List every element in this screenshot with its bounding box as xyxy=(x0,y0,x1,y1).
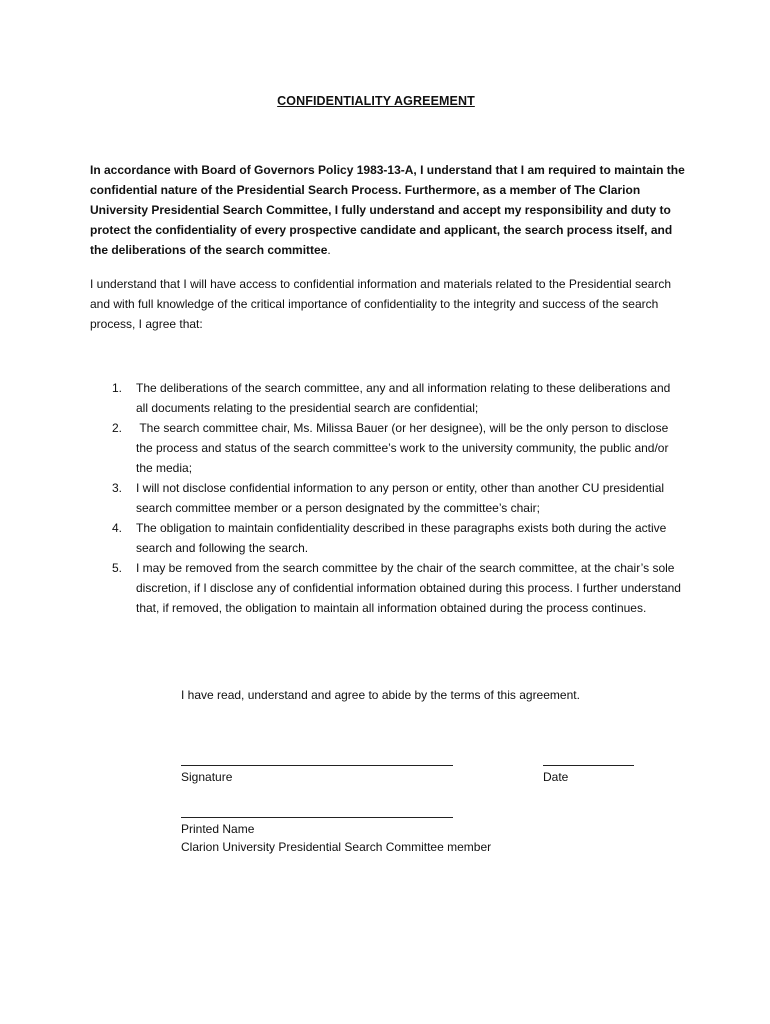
list-item-number: 5. xyxy=(112,561,123,575)
list-item-number: 2. xyxy=(112,421,123,435)
intro-period: . xyxy=(327,243,331,257)
intro-paragraph xyxy=(90,160,690,260)
date-line[interactable] xyxy=(543,765,634,766)
intro-text: In accordance with Board of Governors Policy 1983-13-A, I understand that I am required to maintain the confidential nature of the Presidential Search Process. Furthermore, as a member of The Clarion University Presidential Search Committee, I fully understand and accept my responsibility and duty to protect the confidentiality of every prospective candidate and applicant, the search process itself, and the deliberations of the search committee xyxy=(90,163,685,257)
printed-name-line[interactable] xyxy=(181,817,453,818)
committee-member-label: Clarion University Presidential Search Committee member xyxy=(181,840,492,854)
list-item-text: I will not disclose confidential information to any person or entity, other than another CU presidential search committee member or a person designated by the committee’s chair; xyxy=(136,481,665,515)
list-item xyxy=(112,518,682,558)
list-item xyxy=(112,478,682,518)
list-item-number: 1. xyxy=(112,381,123,395)
list-item-text: The obligation to maintain confidentiality described in these paragraphs exists both during the active search and following the search. xyxy=(136,521,667,555)
date-label: Date xyxy=(543,770,569,784)
list-item-text: The search committee chair, Ms. Milissa Bauer (or her designee), will be the only person to disclose the process and status of the search committee’s work to the university community, the public and/or the media; xyxy=(136,421,672,475)
list-item-text: The deliberations of the search committee, any and all information relating to these deliberations and all documents relating to the presidential search are confidential; xyxy=(136,381,671,415)
list-item-number: 4. xyxy=(112,521,123,535)
signature-line[interactable] xyxy=(181,765,453,766)
document-title: CONFIDENTIALITY AGREEMENT xyxy=(277,94,475,108)
agreement-terms-list xyxy=(112,378,682,618)
list-item xyxy=(112,418,682,478)
list-item xyxy=(112,378,682,418)
signature-label: Signature xyxy=(181,770,233,784)
access-paragraph: I understand that I will have access to confidential information and materials related to the Presidential search and with full knowledge of the critical importance of confidentiality to the integrity and success of the search process, I agree that: xyxy=(90,277,671,331)
agreement-statement: I have read, understand and agree to abide by the terms of this agreement. xyxy=(181,688,580,702)
printed-name-label: Printed Name xyxy=(181,822,255,836)
list-item-number: 3. xyxy=(112,481,123,495)
list-item-text: I may be removed from the search committee by the chair of the search committee, at the chair’s sole discretion, if I disclose any of confidential information obtained during this process. I further understand that, if removed, the obligation to maintain all information obtained during the process continues. xyxy=(136,561,681,615)
list-item xyxy=(112,558,682,618)
